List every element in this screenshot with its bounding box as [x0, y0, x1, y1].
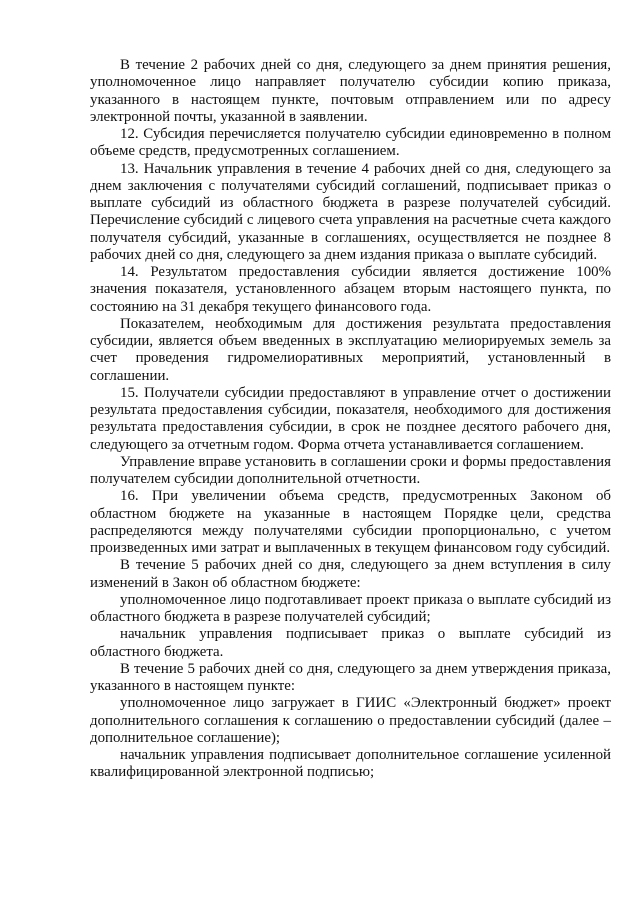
- paragraph-11: начальник управления подписывает приказ о выплате субсидий из областного бюджета.: [90, 626, 611, 660]
- paragraph-2: 12. Субсидия перечисляется получателю субсидии единовременно в полном объеме средств, предусмотренных соглашением.: [90, 126, 611, 160]
- paragraph-4: 14. Результатом предоставления субсидии является достижение 100% значения показателя, установленного абзацем вторым настоящего пункта, по состоянию на 31 декабря текущего финансового года.: [90, 264, 611, 315]
- paragraph-10: уполномоченное лицо подготавливает проект приказа о выплате субсидий из областного бюджета в разрезе получателей субсидий;: [90, 591, 611, 625]
- paragraph-13: уполномоченное лицо загружает в ГИИС «Электронный бюджет» проект дополнительного соглашения к соглашению о предоставлении субсидий (далее – дополнительное соглашение);: [90, 695, 611, 746]
- paragraph-8: 16. При увеличении объема средств, предусмотренных Законом об областном бюджете на указанные в настоящем Порядке цели, средства распределяются между получателями субсидии пропорционально, с учетом произведенных ими затрат и выплаченных в текущем финансовом году субсидий.: [90, 488, 611, 556]
- paragraph-6: 15. Получатели субсидии предоставляют в управление отчет о достижении результата предоставления субсидии, показателя, необходимого для достижения результата предоставления субсидии, в срок не позднее десятого рабочего дня, следующего за отчетным годом. Форма отчета устанавливается соглашением.: [90, 384, 611, 453]
- paragraph-14: начальник управления подписывает дополнительное соглашение усиленной квалифицированной электронной подписью;: [90, 747, 611, 781]
- paragraph-12: В течение 5 рабочих дней со дня, следующего за днем утверждения приказа, указанного в настоящем пункте:: [90, 660, 611, 694]
- paragraph-9: В течение 5 рабочих дней со дня, следующего за днем вступления в силу изменений в Закон об областном бюджете:: [90, 557, 611, 591]
- paragraph-3: 13. Начальник управления в течение 4 рабочих дней со дня, следующего за днем заключения с получателями субсидий соглашений, подписывает приказ о выплате субсидий из областного бюджета в разрезе получателей субсидий. Перечисление субсидий с лицевого счета управления на расчетные счета каждого получателя субсидий, указанные в соглашениях, осуществляется не позднее 8 рабочих дней со дня, следующего за днем издания приказа о выплате субсидий.: [90, 160, 611, 263]
- paragraph-5: Показателем, необходимым для достижения результата предоставления субсидии, является объем введенных в эксплуатацию мелиорируемых земель за счет проведения гидромелиоративных мероприятий, установленный в соглашении.: [90, 315, 611, 384]
- document-page: [90, 57, 611, 782]
- paragraph-1: В течение 2 рабочих дней со дня, следующего за днем принятия решения, уполномоченное лицо направляет получателю субсидии копию приказа, указанного в настоящем пункте, почтовым отправлением или по адресу электронной почты, указанной в заявлении.: [90, 57, 611, 125]
- paragraph-7: Управление вправе установить в соглашении сроки и формы предоставления получателем субсидии дополнительной отчетности.: [90, 453, 611, 487]
